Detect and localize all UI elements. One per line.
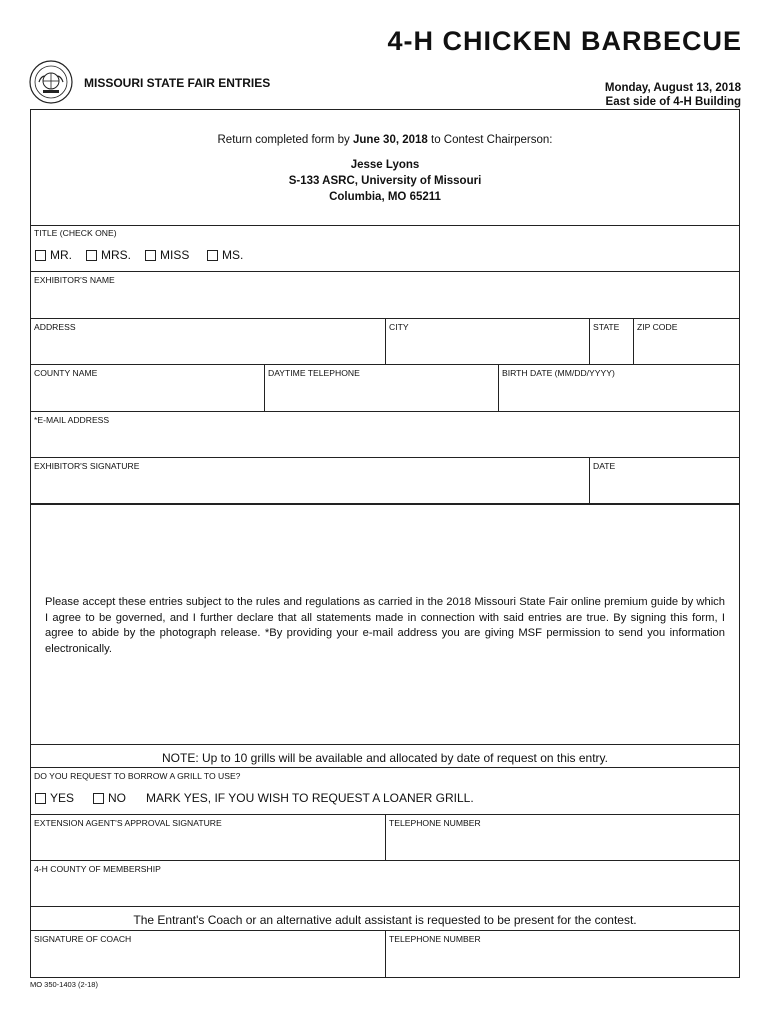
coach-note: The Entrant's Coach or an alternative adult assistant is requested to be present for the contest.	[133, 913, 637, 927]
date-field[interactable]: DATE	[593, 461, 616, 471]
divider	[30, 906, 740, 907]
event-info	[605, 81, 741, 109]
missouri-state-seal-icon	[29, 60, 73, 104]
divider	[30, 271, 740, 272]
grill-yes-label: YES	[50, 791, 75, 805]
grill-note: NOTE: Up to 10 grills will be available and allocated by date of request on this entry.	[161, 751, 608, 765]
address-field[interactable]: ADDRESS	[34, 322, 76, 332]
column-divider	[633, 318, 634, 364]
city-field[interactable]: CITY	[389, 322, 409, 332]
divider	[30, 364, 740, 365]
title-option-label: MRS.	[101, 248, 131, 262]
column-divider	[385, 930, 386, 978]
grill-yes-checkbox[interactable]	[35, 791, 74, 805]
divider	[30, 457, 740, 458]
birth-date-field[interactable]: BIRTH DATE (MM/DD/YYYY)	[502, 368, 615, 378]
email-field[interactable]: *E-MAIL ADDRESS	[34, 415, 110, 425]
grill-instruction: MARK YES, IF YOU WISH TO REQUEST A LOANER GRILL.	[146, 791, 474, 805]
zip-code-field[interactable]: ZIP CODE	[637, 322, 678, 332]
form-number: MO 350-1403 (2-18)	[30, 980, 98, 989]
grill-no-label: NO	[108, 791, 126, 805]
exhibitor-name-field[interactable]: EXHIBITOR'S NAME	[34, 275, 115, 285]
title-mrs-checkbox[interactable]	[86, 248, 131, 262]
title-ms-checkbox[interactable]	[207, 248, 243, 262]
title-option-label: MISS	[160, 248, 190, 262]
coach-signature-field[interactable]: SIGNATURE OF COACH	[34, 934, 132, 944]
divider	[30, 744, 740, 745]
checkbox-box[interactable]	[145, 250, 156, 261]
divider	[30, 411, 740, 412]
title-miss-checkbox[interactable]	[145, 248, 189, 262]
divider	[30, 225, 740, 226]
return-suffix: to Contest Chairperson:	[427, 134, 553, 146]
column-divider	[589, 457, 590, 503]
column-divider	[498, 364, 499, 411]
checkbox-box[interactable]	[86, 250, 97, 261]
title-mr-checkbox[interactable]	[35, 248, 72, 262]
daytime-telephone-field[interactable]: DAYTIME TELEPHONE	[268, 368, 360, 378]
agreement-statement: Please accept these entries subject to the rules and regulations as carried in the 2018 Missouri State Fair online premium guide by which I agree to be governed, and I further declare that all statements made in connection with said entries are true. By signing this form, I agree to abide by the photograph release. *By providing your e-mail address you are giving MSF permission to send you information electronically.	[45, 596, 725, 655]
entries-label: MISSOURI STATE FAIR ENTRIES	[84, 76, 271, 90]
title-option-label: MR.	[50, 248, 72, 262]
checkbox-box[interactable]	[35, 250, 46, 261]
title-check-label: TITLE (CHECK ONE)	[34, 228, 117, 238]
return-deadline: June 30, 2018	[353, 134, 428, 146]
chairperson-address	[30, 157, 740, 205]
divider	[30, 767, 740, 768]
exhibitor-signature-field[interactable]: EXHIBITOR'S SIGNATURE	[34, 461, 140, 471]
contact-name: Jesse Lyons	[350, 159, 420, 171]
return-instructions	[30, 134, 740, 146]
county-name-field[interactable]: COUNTY NAME	[34, 368, 98, 378]
state-field[interactable]: STATE	[593, 322, 620, 332]
divider	[30, 860, 740, 861]
checkbox-box[interactable]	[35, 793, 46, 804]
agent-signature-field[interactable]: EXTENSION AGENT'S APPROVAL SIGNATURE	[34, 818, 222, 828]
grill-question-label: DO YOU REQUEST TO BORROW A GRILL TO USE?	[34, 771, 241, 781]
county-membership-field[interactable]: 4-H COUNTY OF MEMBERSHIP	[34, 864, 161, 874]
checkbox-box[interactable]	[207, 250, 218, 261]
event-date: Monday, August 13, 2018	[604, 82, 741, 94]
contact-address-line2: Columbia, MO 65211	[329, 191, 441, 203]
contact-address-line1: S-133 ASRC, University of Missouri	[288, 175, 482, 187]
return-prefix: Return completed form by	[217, 134, 354, 146]
title-option-label: MS.	[222, 248, 244, 262]
column-divider	[589, 318, 590, 364]
agent-telephone-field[interactable]: TELEPHONE NUMBER	[389, 818, 481, 828]
coach-telephone-field[interactable]: TELEPHONE NUMBER	[389, 934, 481, 944]
checkbox-box[interactable]	[93, 793, 104, 804]
form-title: 4-H CHICKEN BARBECUE	[387, 26, 742, 56]
column-divider	[385, 814, 386, 860]
column-divider	[385, 318, 386, 364]
grill-no-checkbox[interactable]	[93, 791, 126, 805]
divider	[30, 503, 740, 505]
column-divider	[264, 364, 265, 411]
event-location: East side of 4-H Building	[605, 96, 741, 108]
